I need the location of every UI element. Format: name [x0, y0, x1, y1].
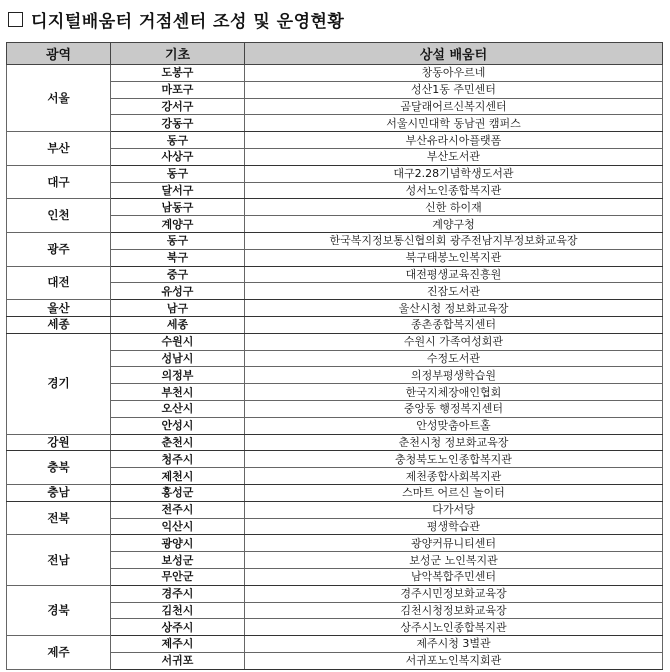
basic-cell: 북구 — [111, 249, 245, 266]
document-title — [8, 6, 344, 32]
basic-cell: 강동구 — [111, 115, 245, 132]
region-cell: 대전 — [7, 266, 111, 300]
region-cell: 대구 — [7, 165, 111, 199]
region-cell: 충남 — [7, 484, 111, 501]
basic-cell: 광양시 — [111, 535, 245, 552]
region-cell: 충북 — [7, 451, 111, 485]
basic-cell: 수원시 — [111, 333, 245, 350]
basic-cell: 청주시 — [111, 451, 245, 468]
basic-cell: 동구 — [111, 232, 245, 249]
center-cell: 진잠도서관 — [245, 283, 663, 300]
basic-cell: 유성구 — [111, 283, 245, 300]
table-row — [7, 199, 663, 216]
center-cell: 제천종합사회복지관 — [245, 468, 663, 485]
basic-cell: 계양구 — [111, 216, 245, 233]
basic-cell: 남구 — [111, 300, 245, 317]
center-cell: 제주시청 3별관 — [245, 636, 663, 653]
region-cell: 부산 — [7, 132, 111, 166]
basic-cell: 강서구 — [111, 98, 245, 115]
center-cell: 부산도서관 — [245, 148, 663, 165]
center-cell: 대전평생교육진흥원 — [245, 266, 663, 283]
basic-cell: 의정부 — [111, 367, 245, 384]
checkbox-icon — [8, 12, 23, 27]
basic-cell: 제주시 — [111, 636, 245, 653]
table-row — [7, 266, 663, 283]
center-cell: 종촌종합복지센터 — [245, 316, 663, 333]
basic-cell: 무안군 — [111, 568, 245, 585]
center-cell: 울산시청 정보화교육장 — [245, 300, 663, 317]
center-cell: 부산유라시아플랫폼 — [245, 132, 663, 149]
table-row — [7, 165, 663, 182]
center-cell: 성서노인종합복지관 — [245, 182, 663, 199]
header-region: 광역 — [7, 43, 111, 65]
center-cell: 수원시 가족여성회관 — [245, 333, 663, 350]
title-text: 디지털배움터 거점센터 조성 및 운영현황 — [31, 11, 345, 32]
basic-cell: 달서구 — [111, 182, 245, 199]
center-status-table — [6, 42, 663, 670]
center-cell: 상주시노인종합복지관 — [245, 619, 663, 636]
table-row — [7, 484, 663, 501]
basic-cell: 중구 — [111, 266, 245, 283]
table-row — [7, 232, 663, 249]
center-cell: 춘천시청 정보화교육장 — [245, 434, 663, 451]
table-body — [7, 65, 663, 670]
basic-cell: 남동구 — [111, 199, 245, 216]
basic-cell: 성남시 — [111, 350, 245, 367]
table-row — [7, 65, 663, 82]
basic-cell: 도봉구 — [111, 65, 245, 82]
table-row — [7, 636, 663, 653]
center-cell: 창동아우르네 — [245, 65, 663, 82]
header-basic: 기초 — [111, 43, 245, 65]
region-cell: 경기 — [7, 333, 111, 434]
center-cell: 신한 하이재 — [245, 199, 663, 216]
center-cell: 충청북도노인종합복지관 — [245, 451, 663, 468]
table-row — [7, 316, 663, 333]
center-cell: 보성군 노인복지관 — [245, 552, 663, 569]
basic-cell: 세종 — [111, 316, 245, 333]
region-cell: 제주 — [7, 636, 111, 670]
table-row — [7, 300, 663, 317]
basic-cell: 동구 — [111, 165, 245, 182]
region-cell: 전남 — [7, 535, 111, 585]
basic-cell: 춘천시 — [111, 434, 245, 451]
region-cell: 전북 — [7, 501, 111, 535]
center-cell: 의정부평생학습원 — [245, 367, 663, 384]
region-cell: 서울 — [7, 65, 111, 132]
basic-cell: 마포구 — [111, 81, 245, 98]
region-cell: 울산 — [7, 300, 111, 317]
basic-cell: 동구 — [111, 132, 245, 149]
basic-cell: 오산시 — [111, 400, 245, 417]
table-row — [7, 434, 663, 451]
center-cell: 중앙동 행정복지센터 — [245, 400, 663, 417]
table-row — [7, 501, 663, 518]
basic-cell: 보성군 — [111, 552, 245, 569]
region-cell: 강원 — [7, 434, 111, 451]
region-cell: 인천 — [7, 199, 111, 233]
center-cell: 북구태봉노인복지관 — [245, 249, 663, 266]
center-cell: 한국지체장애인협회 — [245, 384, 663, 401]
basic-cell: 제천시 — [111, 468, 245, 485]
basic-cell: 김천시 — [111, 602, 245, 619]
region-cell: 경북 — [7, 585, 111, 635]
center-cell: 평생학습관 — [245, 518, 663, 535]
basic-cell: 안성시 — [111, 417, 245, 434]
table-row — [7, 535, 663, 552]
basic-cell: 부천시 — [111, 384, 245, 401]
center-cell: 스마트 어르신 놀이터 — [245, 484, 663, 501]
header-center: 상설 배움터 — [245, 43, 663, 65]
center-cell: 수정도서관 — [245, 350, 663, 367]
center-cell: 곰달래어르신복지센터 — [245, 98, 663, 115]
center-cell: 다가서당 — [245, 501, 663, 518]
table-row — [7, 333, 663, 350]
basic-cell: 홍성군 — [111, 484, 245, 501]
center-cell: 서울시민대학 동남권 캠퍼스 — [245, 115, 663, 132]
region-cell: 광주 — [7, 232, 111, 266]
center-cell: 김천시청정보화교육장 — [245, 602, 663, 619]
center-cell: 경주시민정보화교육장 — [245, 585, 663, 602]
center-cell: 대구2.28기념학생도서관 — [245, 165, 663, 182]
center-cell: 남악복합주민센터 — [245, 568, 663, 585]
center-cell: 안성맞춤아트홀 — [245, 417, 663, 434]
basic-cell: 익산시 — [111, 518, 245, 535]
center-cell: 한국복지정보통신협의회 광주전남지부정보화교육장 — [245, 232, 663, 249]
table-row — [7, 451, 663, 468]
basic-cell: 경주시 — [111, 585, 245, 602]
center-cell: 광양커뮤니티센터 — [245, 535, 663, 552]
center-cell: 서귀포노인복지회관 — [245, 652, 663, 669]
table-row — [7, 132, 663, 149]
center-cell: 계양구청 — [245, 216, 663, 233]
center-cell: 성산1동 주민센터 — [245, 81, 663, 98]
basic-cell: 상주시 — [111, 619, 245, 636]
region-cell: 세종 — [7, 316, 111, 333]
header-row — [7, 43, 663, 65]
table-row — [7, 585, 663, 602]
basic-cell: 서귀포 — [111, 652, 245, 669]
basic-cell: 사상구 — [111, 148, 245, 165]
basic-cell: 전주시 — [111, 501, 245, 518]
